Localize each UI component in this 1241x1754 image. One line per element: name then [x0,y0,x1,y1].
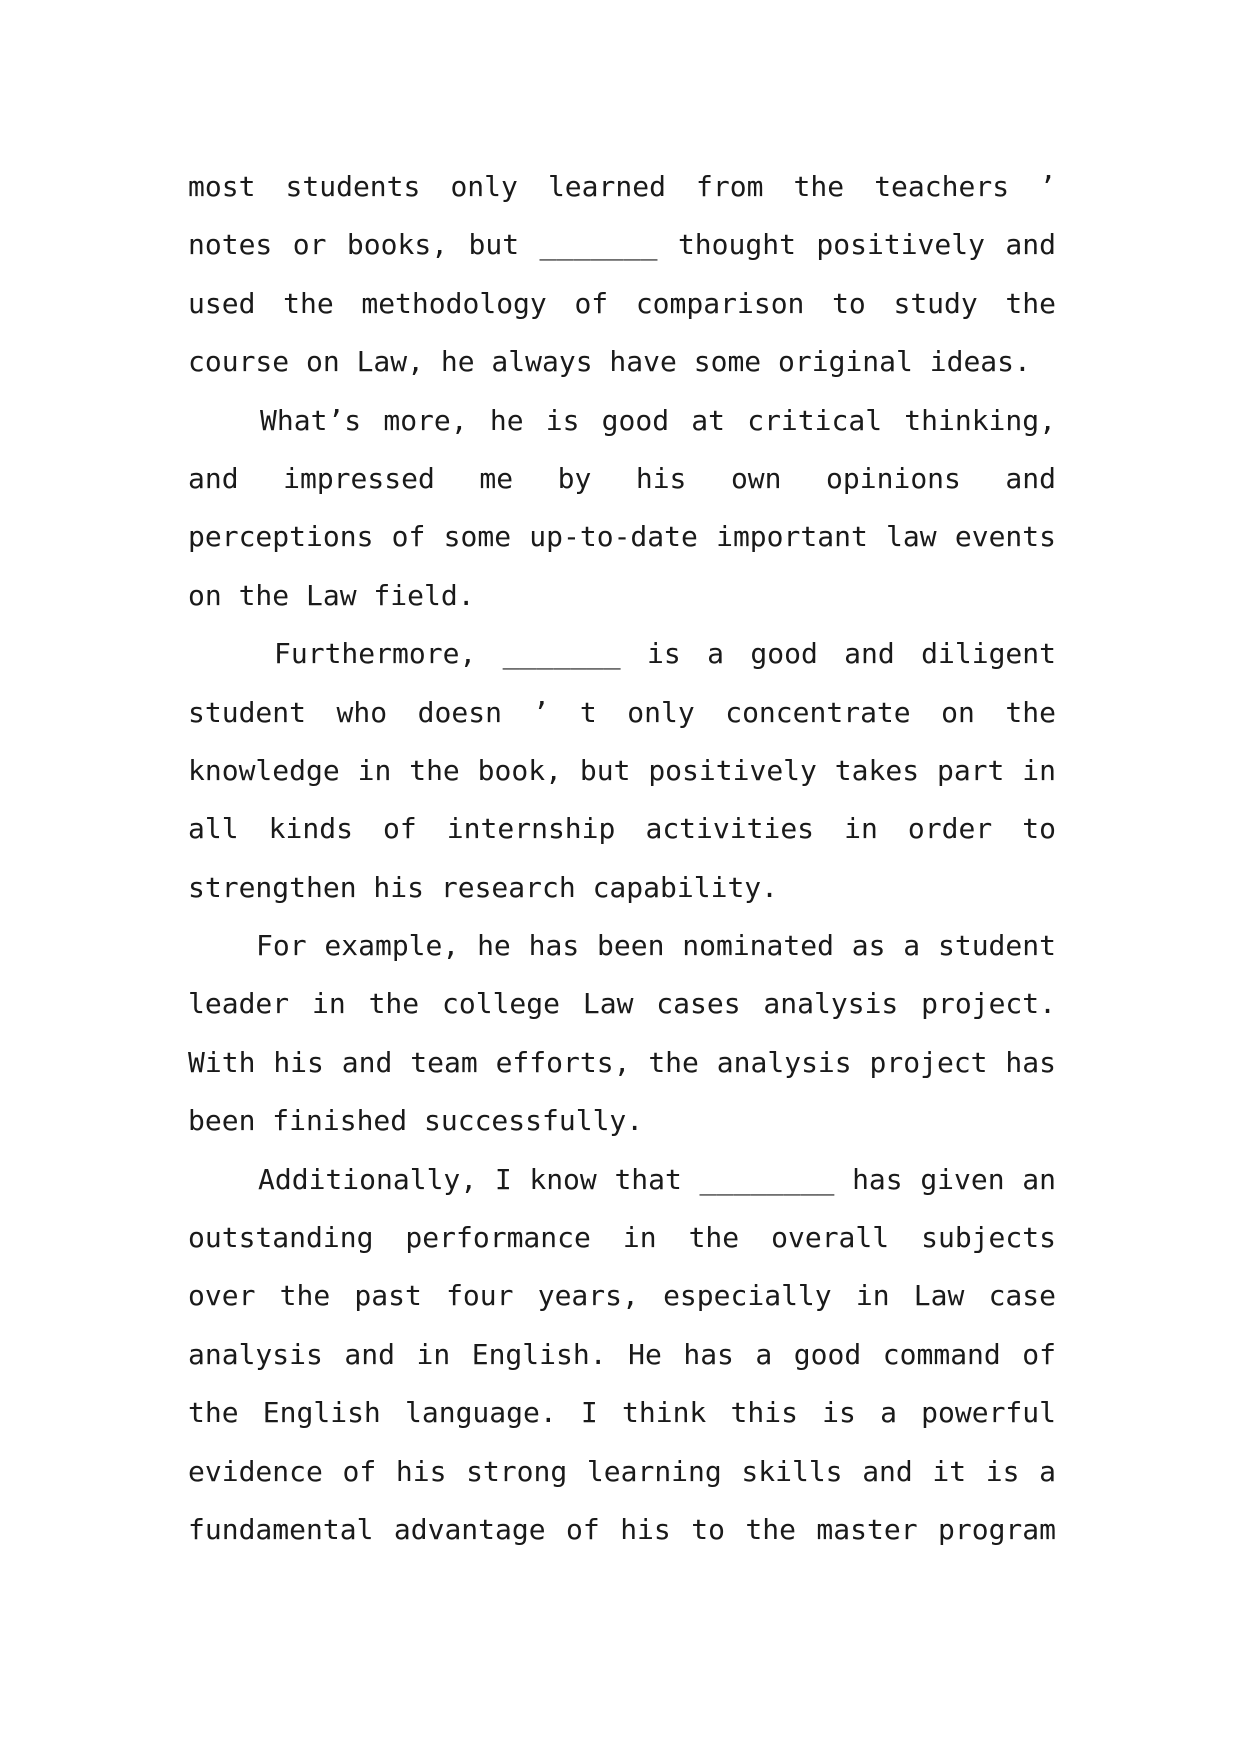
text-line: and impressed me by his own opinions and [188,461,1056,495]
text-line: notes or books, but _______ thought positively and [188,228,1056,262]
text-line: analysis and in English. He has a good command of [188,1337,1056,1371]
text-line: leader in the college Law cases analysis project. [188,987,1056,1021]
text-line: used the methodology of comparison to study the [188,286,1056,320]
text-line: over the past four years, especially in Law case [188,1279,1056,1313]
text-line: evidence of his strong learning skills and it is a [188,1454,1056,1488]
text-line: all kinds of internship activities in order to [188,812,1056,846]
text-line: the English language. I think this is a powerful [188,1396,1056,1430]
text-line: knowledge in the book, but positively takes part in [188,753,1056,787]
text-line: course on Law, he always have some original ideas. [188,345,1031,379]
text-line: outstanding performance in the overall subjects [188,1221,1056,1255]
text-line: What’s more, he is good at critical thinking, [260,403,1056,437]
text-line: fundamental advantage of his to the master program [188,1512,1056,1546]
letter-body [188,158,1056,1559]
text-line: Furthermore, _______ is a good and diligent [274,637,1056,671]
text-line: been finished successfully. [188,1104,644,1138]
text-line: on the Law field. [188,578,475,612]
text-line: perceptions of some up-to-date important law events [188,520,1056,554]
text-line: With his and team efforts, the analysis project has [188,1045,1056,1079]
text-line: For example, he has been nominated as a student [256,929,1056,963]
text-line: Additionally, I know that ________ has given an [258,1162,1056,1196]
text-line: strengthen his research capability. [188,870,779,904]
text-line: student who doesn ’ t only concentrate on the [188,695,1056,729]
text-line: most students only learned from the teachers ’ [188,170,1056,203]
